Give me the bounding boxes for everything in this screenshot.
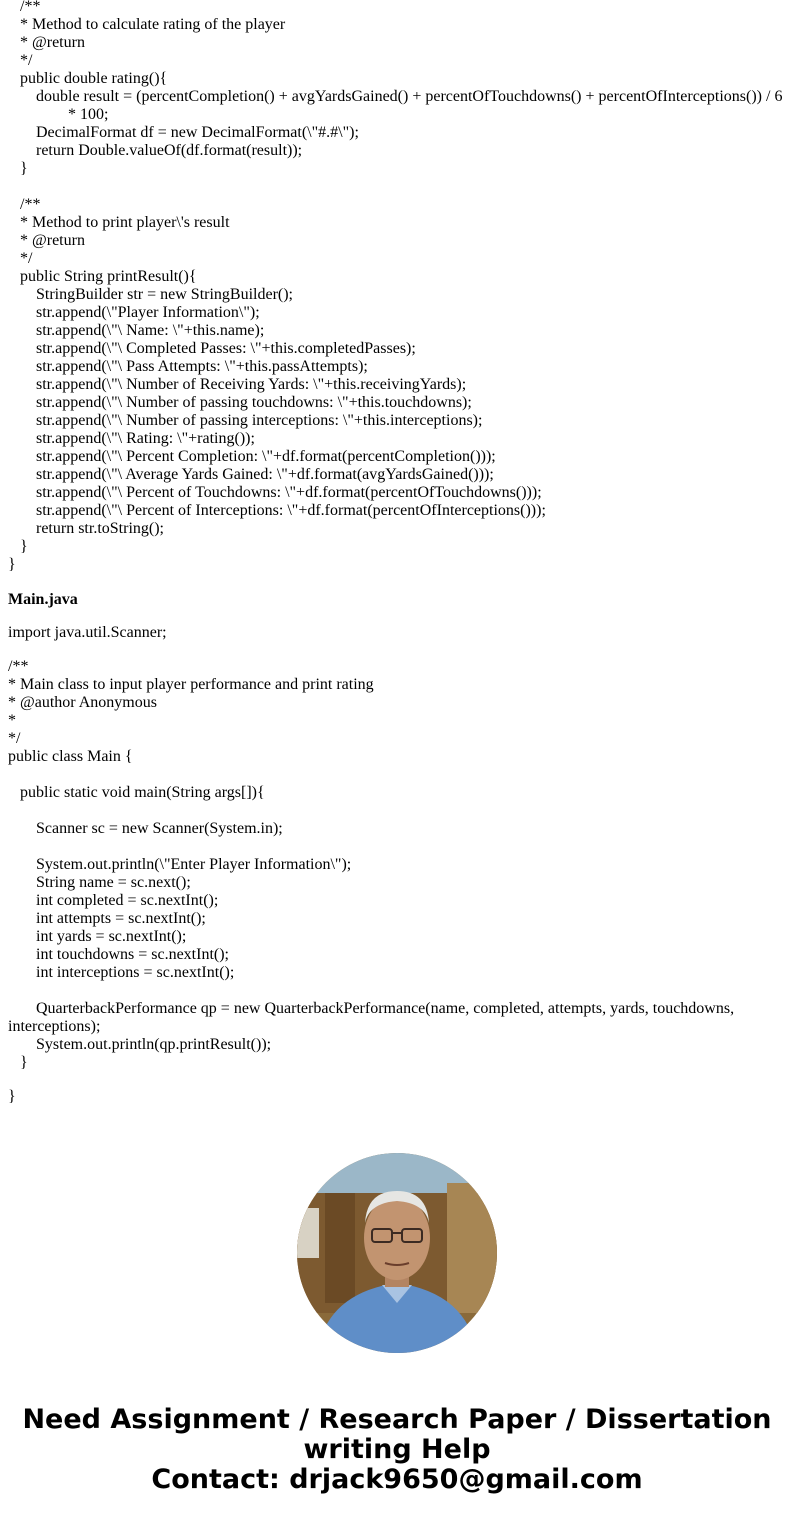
code-line: return Double.valueOf(df.format(result)); (36, 142, 303, 159)
code-line: DecimalFormat df = new DecimalFormat(\"#.#\"); (36, 124, 359, 141)
code-line: Scanner sc = new Scanner(System.in); (36, 820, 283, 837)
code-line: str.append(\"\ Number of passing interceptions: \"+this.interceptions); (36, 412, 483, 429)
code-line: * Main class to input player performance and print rating (8, 676, 374, 693)
code-line: str.append(\"Player Information\"); (36, 304, 260, 321)
code-line: str.append(\"\ Completed Passes: \"+this.completedPasses); (36, 340, 416, 357)
code-line: public static void main(String args[]){ (20, 784, 265, 801)
code-line: * 100; (68, 106, 109, 123)
code-line: str.append(\"\ Average Yards Gained: \"+df.format(avgYardsGained())); (36, 466, 494, 483)
code-line: str.append(\"\ Percent of Interceptions: \"+df.format(percentOfInterceptions())); (36, 502, 546, 519)
code-line: String name = sc.next(); (36, 874, 191, 891)
code-line: str.append(\"\ Rating: \"+rating()); (36, 430, 255, 447)
code-line: int yards = sc.nextInt(); (36, 928, 187, 945)
code-line: public String printResult(){ (20, 268, 197, 285)
code-line: */ (20, 52, 33, 69)
code-line: System.out.println(qp.printResult()); (36, 1036, 272, 1053)
code-line: * @return (20, 232, 85, 249)
code-line: } (8, 1088, 16, 1105)
code-line: } (20, 1054, 28, 1071)
code-line: str.append(\"\ Percent Completion: \"+df.format(percentCompletion())); (36, 448, 496, 465)
code-line: str.append(\"\ Percent of Touchdowns: \"+df.format(percentOfTouchdowns())); (36, 484, 542, 501)
code-line: * (8, 712, 16, 729)
code-line: } (8, 556, 16, 573)
code-line: public class Main { (8, 748, 133, 765)
code-line: QuarterbackPerformance qp = new QuarterbackPerformance(name, completed, attempts, yards, touchdowns, (36, 1000, 735, 1017)
code-line: int interceptions = sc.nextInt(); (36, 964, 235, 981)
code-line: /** (20, 0, 41, 15)
code-line: str.append(\"\ Number of passing touchdowns: \"+this.touchdowns); (36, 394, 472, 411)
code-line: } (20, 538, 28, 555)
code-line: double result = (percentCompletion() + avgYardsGained() + percentOfTouchdowns() + percentOfInterceptions()) / 6 (36, 88, 783, 105)
code-line: * Method to calculate rating of the player (20, 16, 286, 33)
promo-contact: Contact: drjack9650@gmail.com (151, 1464, 643, 1495)
code-line: return str.toString(); (36, 520, 164, 537)
code-line: StringBuilder str = new StringBuilder(); (36, 286, 293, 303)
code-line: /** (8, 658, 29, 675)
author-avatar (297, 1153, 497, 1353)
code-line: */ (8, 730, 21, 747)
code-line: System.out.println(\"Enter Player Information\"); (36, 856, 352, 873)
code-line: /** (20, 196, 41, 213)
code-line: import java.util.Scanner; (8, 624, 167, 641)
code-line: int touchdowns = sc.nextInt(); (36, 946, 229, 963)
code-line: * @return (20, 34, 85, 51)
file-heading: Main.java (8, 591, 78, 608)
code-line: interceptions); (8, 1018, 101, 1035)
code-line: str.append(\"\ Name: \"+this.name); (36, 322, 265, 339)
code-line: * @author Anonymous (8, 694, 157, 711)
code-line: str.append(\"\ Pass Attempts: \"+this.passAttempts); (36, 358, 368, 375)
code-line: public double rating(){ (20, 70, 168, 87)
code-line: */ (20, 250, 33, 267)
promo-line: writing Help (303, 1434, 491, 1465)
portrait-image (297, 1153, 497, 1353)
code-line: str.append(\"\ Number of Receiving Yards: \"+this.receivingYards); (36, 376, 467, 393)
code-line: * Method to print player\'s result (20, 214, 230, 231)
promo-line: Need Assignment / Research Paper / Dissertation (22, 1404, 772, 1435)
code-line: int completed = sc.nextInt(); (36, 892, 219, 909)
code-line: } (20, 160, 28, 177)
code-line: int attempts = sc.nextInt(); (36, 910, 206, 927)
